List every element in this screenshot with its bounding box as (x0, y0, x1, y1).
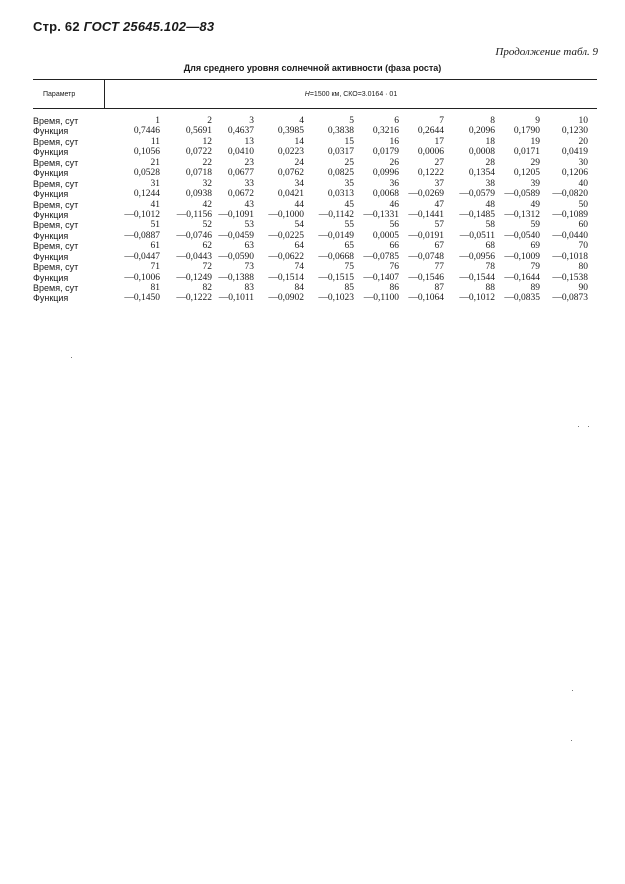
function-cell: —0,1142 (318, 209, 354, 220)
time-cell: 77 (434, 262, 444, 273)
time-cell: 25 (344, 157, 354, 168)
time-cell: 52 (202, 220, 212, 231)
time-cell: 43 (244, 199, 254, 210)
function-cell: —0,0785 (363, 251, 399, 262)
time-cell: 89 (530, 283, 540, 293)
function-cell: 0,0317 (327, 147, 354, 158)
function-row (33, 273, 597, 283)
time-cell: 51 (150, 220, 160, 231)
function-cell: —0,1331 (363, 209, 399, 220)
function-cell: —0,1091 (218, 209, 254, 220)
time-cell: 68 (485, 241, 495, 252)
time-cell: 59 (530, 220, 540, 231)
time-row (33, 200, 597, 210)
function-cell: 0,1230 (561, 126, 588, 137)
time-cell: 41 (150, 199, 160, 210)
function-cell: —0,1156 (176, 209, 212, 220)
time-cell: 21 (150, 157, 160, 168)
time-row (33, 241, 597, 251)
function-row (33, 231, 597, 241)
function-cell: —0,1514 (268, 272, 304, 283)
function-cell: —0,1000 (268, 209, 304, 220)
function-cell: —0,0589 (504, 189, 540, 200)
time-cell: 5 (349, 116, 354, 126)
function-cell: 0,1244 (133, 189, 160, 200)
time-cell: 6 (394, 116, 399, 126)
time-cell: 60 (578, 220, 588, 231)
time-cell: 34 (294, 178, 304, 189)
time-cell: 86 (389, 283, 399, 293)
time-cell: 73 (244, 262, 254, 273)
function-cell: 0,0528 (133, 168, 160, 179)
scan-speck (572, 690, 573, 691)
function-cell: —0,1222 (176, 293, 212, 304)
time-cell: 3 (249, 116, 254, 126)
function-cell: 0,1222 (417, 168, 444, 179)
time-cell: 42 (202, 199, 212, 210)
function-cell: —0,0225 (268, 230, 304, 241)
function-cell: 0,0672 (227, 189, 254, 200)
time-cell: 67 (434, 241, 444, 252)
function-cell: 0,1056 (133, 147, 160, 158)
page-header (33, 19, 214, 34)
time-cell: 61 (150, 241, 160, 252)
table-title: Для среднего уровня солнечной активности (фаза роста) (183, 63, 442, 73)
function-cell: —0,0668 (318, 251, 354, 262)
function-cell: —0,0902 (268, 293, 304, 304)
time-cell: 39 (530, 178, 540, 189)
function-cell: —0,1018 (552, 251, 588, 262)
function-cell: 0,0722 (185, 147, 212, 158)
table-header (33, 79, 597, 109)
time-cell: 84 (294, 283, 304, 293)
function-cell: —0,0511 (459, 230, 495, 241)
time-cell: 48 (485, 199, 495, 210)
function-cell: 0,0718 (185, 168, 212, 179)
function-cell: —0,0746 (176, 230, 212, 241)
function-cell: —0,1538 (552, 272, 588, 283)
row-label: Функция (33, 126, 69, 137)
time-cell: 37 (434, 178, 444, 189)
time-cell: 29 (530, 157, 540, 168)
altitude-symbol: H (304, 90, 310, 98)
function-cell: —0,0820 (552, 189, 588, 200)
condition-text: =1500 км, СКО=3.0164 · 01 (309, 90, 398, 98)
function-cell: —0,0459 (218, 230, 254, 241)
time-cell: 53 (244, 220, 254, 231)
time-cell: 47 (434, 199, 444, 210)
time-cell: 72 (202, 262, 212, 273)
time-cell: 65 (344, 241, 354, 252)
table-continuation-note: Продолжение табл. 9 (495, 46, 598, 58)
function-cell: —0,0622 (268, 251, 304, 262)
function-cell: 0,0825 (327, 168, 354, 179)
function-row (33, 210, 597, 220)
time-cell: 45 (344, 199, 354, 210)
time-cell: 22 (202, 157, 212, 168)
time-cell: 13 (244, 136, 254, 147)
time-cell: 50 (578, 199, 588, 210)
time-cell: 55 (344, 220, 354, 231)
function-cell: —0,1644 (504, 272, 540, 283)
function-cell: —0,1544 (459, 272, 495, 283)
function-cell: 0,0006 (417, 147, 444, 158)
time-cell: 58 (485, 220, 495, 231)
time-cell: 49 (530, 199, 540, 210)
function-cell: 0,3985 (277, 126, 304, 137)
function-cell: —0,1485 (459, 209, 495, 220)
time-cell: 15 (344, 136, 354, 147)
time-cell: 80 (578, 262, 588, 273)
time-cell: 81 (150, 283, 160, 293)
time-cell: 75 (344, 262, 354, 273)
function-cell: 0,0068 (372, 189, 399, 200)
table-body (33, 116, 597, 304)
time-cell: 2 (207, 116, 212, 126)
function-cell: 0,0313 (327, 189, 354, 200)
function-cell: 0,3838 (327, 126, 354, 137)
function-cell: 0,7446 (133, 126, 160, 137)
time-cell: 30 (578, 157, 588, 168)
time-cell: 12 (202, 136, 212, 147)
function-cell: —0,0579 (459, 189, 495, 200)
function-cell: —0,0540 (504, 230, 540, 241)
time-cell: 20 (578, 136, 588, 147)
time-cell: 31 (150, 178, 160, 189)
function-cell: —0,1009 (504, 251, 540, 262)
row-label: Время, сут (33, 199, 79, 210)
row-label: Время, сут (33, 116, 79, 126)
time-row (33, 158, 597, 168)
row-label: Время, сут (33, 241, 79, 252)
time-cell: 87 (434, 283, 444, 293)
time-cell: 24 (294, 157, 304, 168)
time-cell: 83 (244, 283, 254, 293)
time-cell: 35 (344, 178, 354, 189)
row-label: Функция (33, 230, 69, 241)
time-cell: 1 (155, 116, 160, 126)
function-row (33, 189, 597, 199)
time-cell: 36 (389, 178, 399, 189)
function-cell: —0,0443 (176, 251, 212, 262)
time-row (33, 179, 597, 189)
function-cell: —0,0269 (408, 189, 444, 200)
row-label: Время, сут (33, 283, 79, 293)
time-cell: 85 (344, 283, 354, 293)
time-cell: 70 (578, 241, 588, 252)
time-row (33, 262, 597, 272)
time-cell: 8 (490, 116, 495, 126)
time-cell: 82 (202, 283, 212, 293)
time-cell: 9 (535, 116, 540, 126)
row-label: Время, сут (33, 178, 79, 189)
row-label: Время, сут (33, 262, 79, 273)
time-cell: 90 (578, 283, 588, 293)
time-cell: 76 (389, 262, 399, 273)
row-label: Время, сут (33, 220, 79, 231)
function-cell: 0,0410 (227, 147, 254, 158)
row-label: Время, сут (33, 157, 79, 168)
condition-column-header (105, 80, 597, 108)
row-label: Функция (33, 147, 69, 158)
time-cell: 26 (389, 157, 399, 168)
time-cell: 74 (294, 262, 304, 273)
function-cell: —0,0956 (459, 251, 495, 262)
function-cell: —0,1011 (218, 293, 254, 304)
time-cell: 88 (485, 283, 495, 293)
function-cell: —0,1450 (124, 293, 160, 304)
time-cell: 54 (294, 220, 304, 231)
scan-speck (71, 357, 72, 358)
time-cell: 7 (439, 116, 444, 126)
time-cell: 23 (244, 157, 254, 168)
function-cell: —0,0191 (408, 230, 444, 241)
function-cell: —0,0748 (408, 251, 444, 262)
parameter-column-header: Параметр (33, 80, 105, 108)
function-row (33, 252, 597, 262)
function-cell: —0,1089 (552, 209, 588, 220)
time-cell: 46 (389, 199, 399, 210)
function-cell: 0,0008 (468, 147, 495, 158)
row-label: Функция (33, 168, 69, 179)
page-number: Стр. 62 (33, 19, 80, 34)
time-row (33, 116, 597, 126)
row-label: Функция (33, 272, 69, 283)
function-cell: 0,0005 (372, 230, 399, 241)
time-cell: 44 (294, 199, 304, 210)
time-cell: 14 (294, 136, 304, 147)
time-cell: 69 (530, 241, 540, 252)
time-cell: 63 (244, 241, 254, 252)
function-cell: —0,1515 (318, 272, 354, 283)
time-cell: 10 (578, 116, 588, 126)
time-row (33, 283, 597, 293)
time-cell: 4 (299, 116, 304, 126)
time-cell: 71 (150, 262, 160, 273)
time-cell: 56 (389, 220, 399, 231)
function-cell: —0,1023 (318, 293, 354, 304)
function-cell: 0,5691 (185, 126, 212, 137)
function-cell: 0,1205 (513, 168, 540, 179)
time-cell: 19 (530, 136, 540, 147)
function-cell: —0,1407 (363, 272, 399, 283)
time-cell: 28 (485, 157, 495, 168)
function-row (33, 168, 597, 178)
time-cell: 64 (294, 241, 304, 252)
row-label: Время, сут (33, 136, 79, 147)
time-cell: 57 (434, 220, 444, 231)
function-cell: 0,0938 (185, 189, 212, 200)
function-cell: 0,1206 (561, 168, 588, 179)
function-cell: —0,1249 (176, 272, 212, 283)
function-cell: 0,0171 (513, 147, 540, 158)
time-cell: 11 (150, 136, 160, 147)
time-cell: 40 (578, 178, 588, 189)
row-label: Функция (33, 189, 69, 200)
function-cell: 0,1354 (468, 168, 495, 179)
scan-speck (571, 740, 572, 741)
time-cell: 66 (389, 241, 399, 252)
function-cell: —0,0873 (552, 293, 588, 304)
time-cell: 32 (202, 178, 212, 189)
time-cell: 16 (389, 136, 399, 147)
function-cell: 0,0419 (561, 147, 588, 158)
function-cell: —0,1006 (124, 272, 160, 283)
function-cell: 0,0677 (227, 168, 254, 179)
function-cell: 0,4637 (227, 126, 254, 137)
time-cell: 38 (485, 178, 495, 189)
function-cell: 0,0996 (372, 168, 399, 179)
scan-speck (578, 426, 579, 427)
function-row (33, 126, 597, 136)
time-row (33, 220, 597, 230)
function-cell: —0,0149 (318, 230, 354, 241)
function-cell: —0,0440 (552, 230, 588, 241)
row-label: Функция (33, 209, 69, 220)
function-cell: 0,0421 (277, 189, 304, 200)
function-cell: 0,2644 (417, 126, 444, 137)
time-cell: 18 (485, 136, 495, 147)
function-cell: 0,1790 (513, 126, 540, 137)
scan-speck (588, 426, 589, 427)
function-cell: —0,1012 (124, 209, 160, 220)
function-cell: 0,3216 (372, 126, 399, 137)
function-cell: —0,0835 (504, 293, 540, 304)
function-cell: 0,0762 (277, 168, 304, 179)
standard-code: ГОСТ 25645.102—83 (83, 19, 215, 34)
function-cell: —0,0447 (124, 251, 160, 262)
row-label: Функция (33, 251, 69, 262)
function-cell: 0,2096 (468, 126, 495, 137)
time-cell: 33 (244, 178, 254, 189)
function-cell: —0,1100 (363, 293, 399, 304)
function-cell: 0,0223 (277, 147, 304, 158)
function-cell: —0,1064 (408, 293, 444, 304)
function-cell: —0,1012 (459, 293, 495, 304)
function-cell: —0,1441 (408, 209, 444, 220)
function-row (33, 147, 597, 157)
function-cell: —0,1388 (218, 272, 254, 283)
function-cell: —0,0887 (124, 230, 160, 241)
function-row (33, 293, 597, 303)
time-cell: 78 (485, 262, 495, 273)
function-cell: —0,1312 (504, 209, 540, 220)
time-cell: 62 (202, 241, 212, 252)
function-cell: —0,0590 (218, 251, 254, 262)
function-cell: 0,0179 (372, 147, 399, 158)
time-cell: 79 (530, 262, 540, 273)
function-cell: —0,1546 (408, 272, 444, 283)
time-row (33, 137, 597, 147)
time-cell: 17 (434, 136, 444, 147)
time-cell: 27 (434, 157, 444, 168)
row-label: Функция (33, 293, 69, 304)
